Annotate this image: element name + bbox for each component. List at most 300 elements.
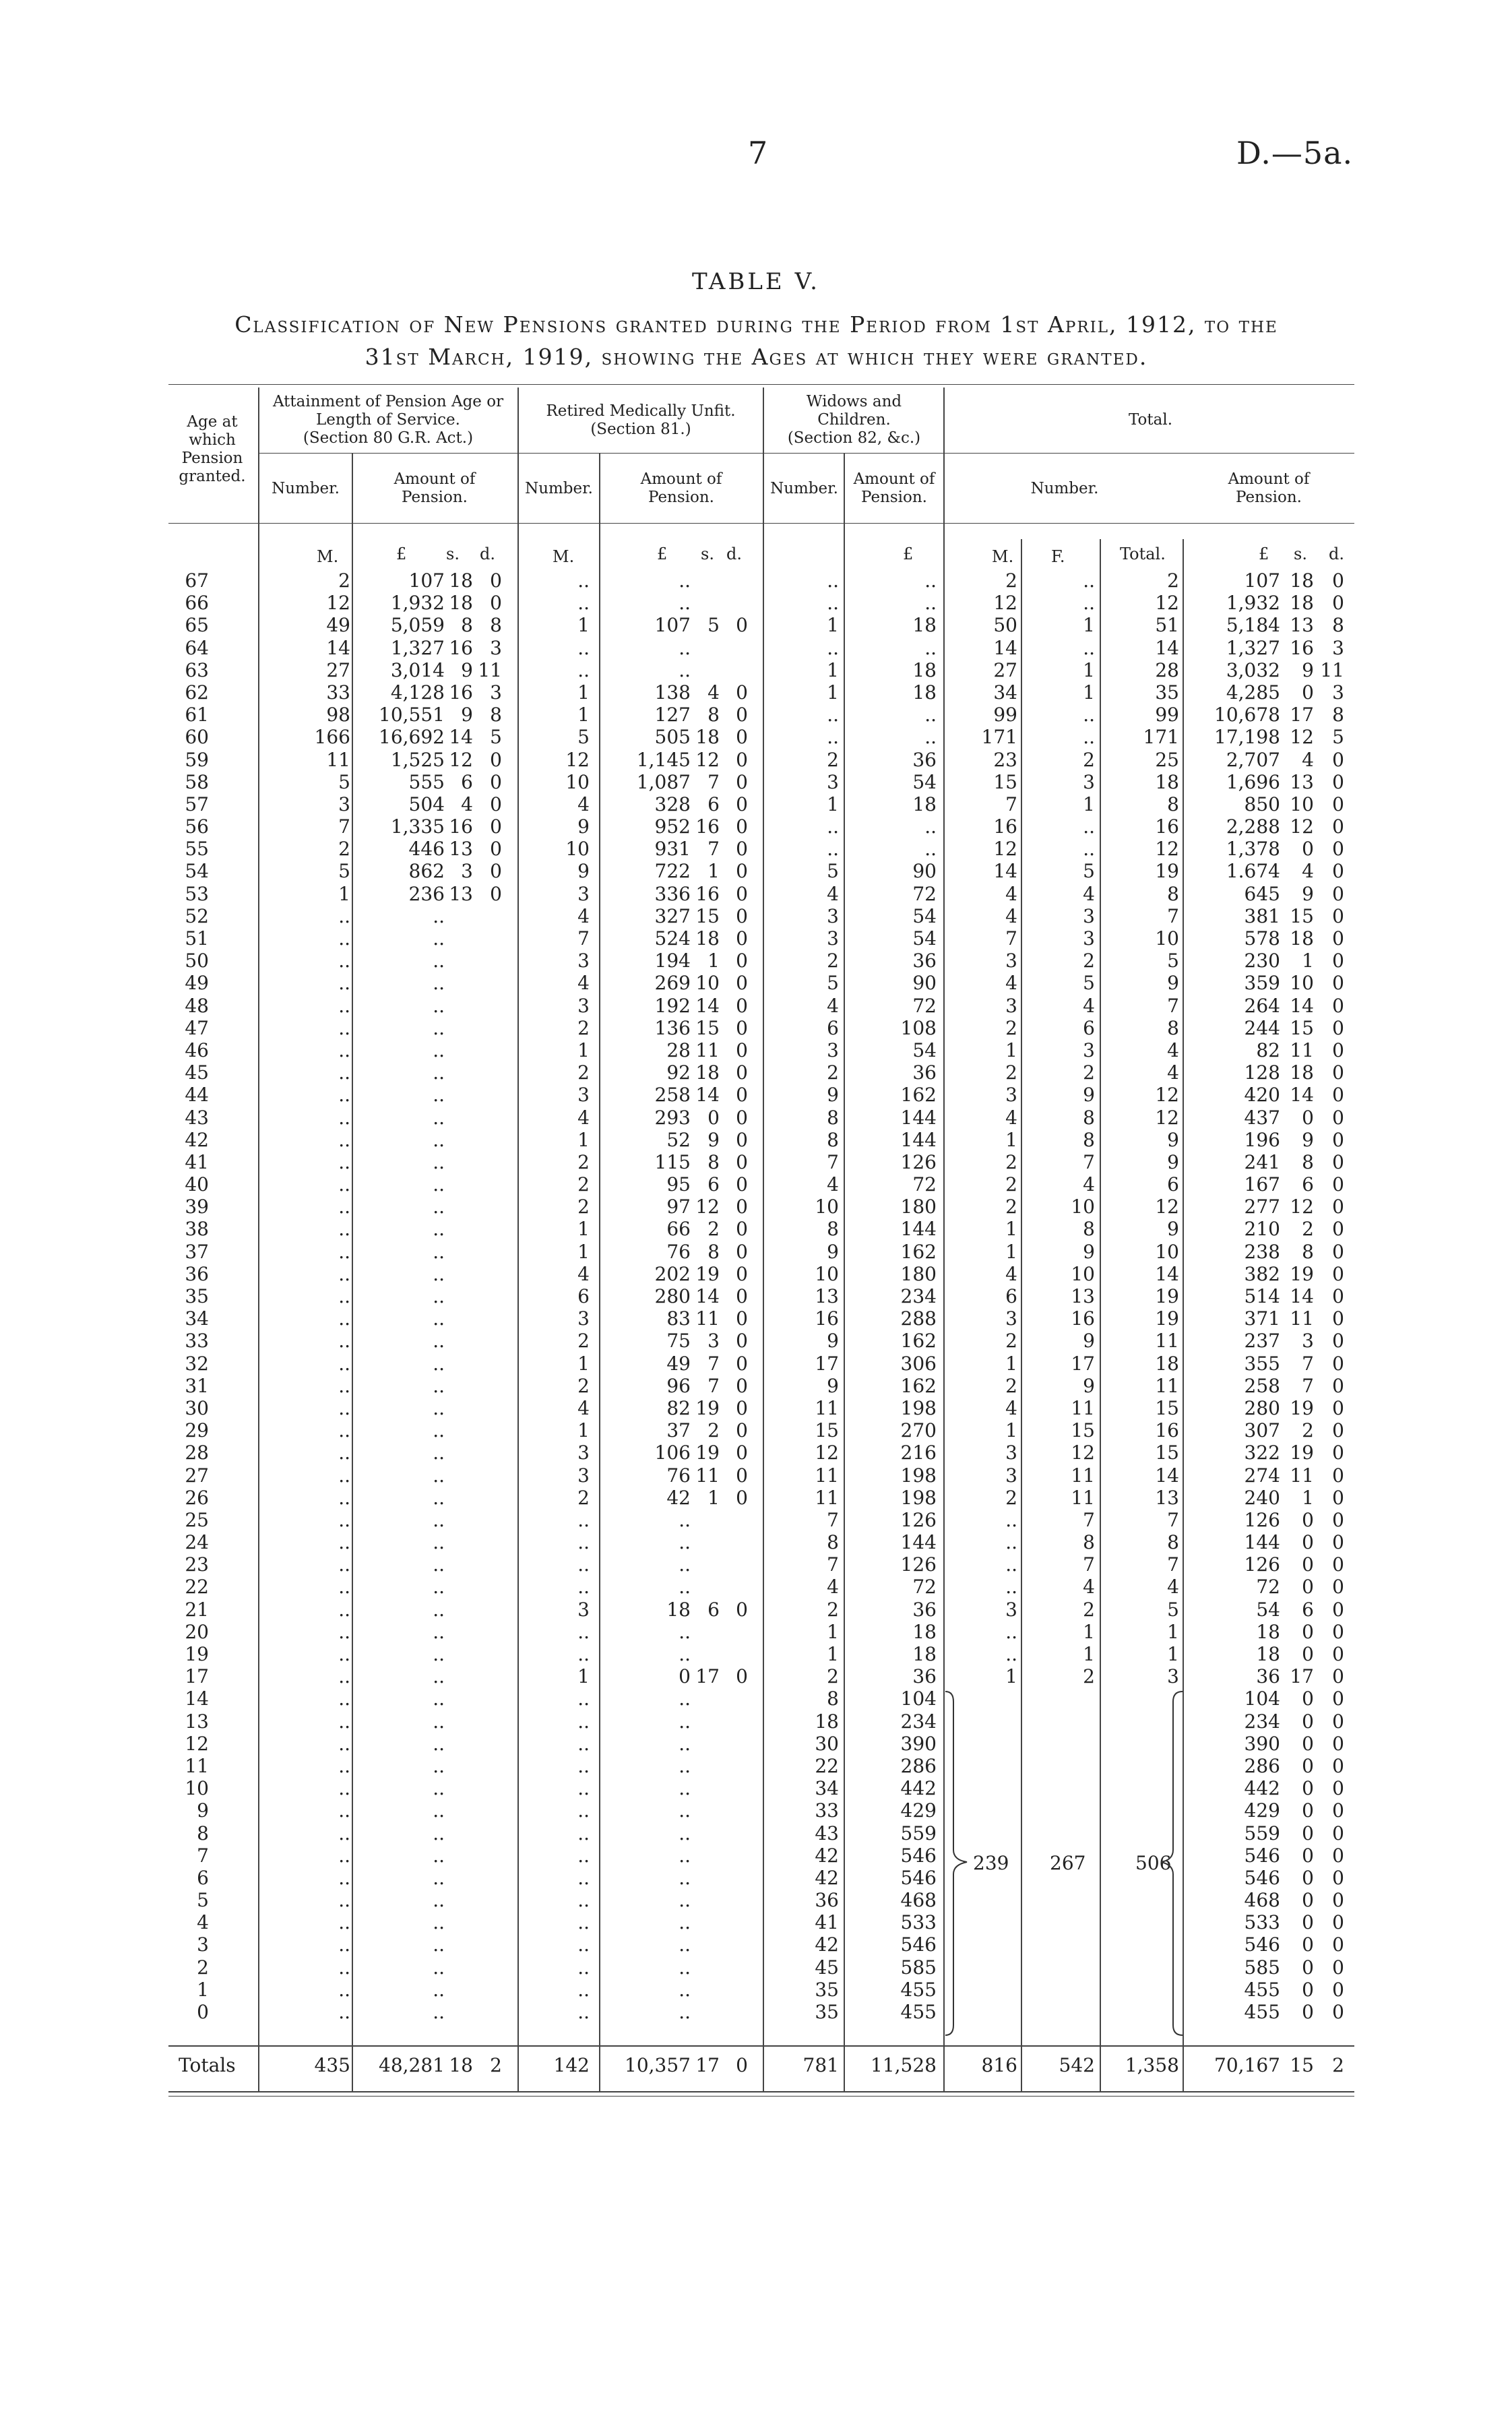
totals-attainment-shillings: 18 xyxy=(449,2054,473,2076)
widows-number: 4 xyxy=(827,882,839,905)
age-cell: 53 xyxy=(185,882,209,905)
total-shillings: 15 xyxy=(1290,1016,1314,1039)
attainment-pounds: .. xyxy=(433,1285,445,1307)
attainment-pounds: .. xyxy=(433,1061,445,1084)
total-m: 16 xyxy=(993,815,1017,838)
total-f: 9 xyxy=(1083,1330,1095,1353)
total-pounds: 546 xyxy=(1244,1933,1280,1956)
widows-number: .. xyxy=(827,838,839,861)
total-pence: 0 xyxy=(1332,748,1344,771)
retired-pounds: 75 xyxy=(666,1330,691,1353)
total-m: 1 xyxy=(1005,1218,1017,1241)
total-shillings: 0 xyxy=(1302,1844,1314,1867)
total-shillings: 18 xyxy=(1290,569,1314,592)
attainment-number: .. xyxy=(338,1866,350,1889)
total-pounds: 455 xyxy=(1244,2001,1280,2023)
total-m: 4 xyxy=(1005,904,1017,927)
attainment-number: .. xyxy=(338,1777,350,1800)
widows-amount: 546 xyxy=(900,1933,937,1956)
total-f: 11 xyxy=(1071,1486,1095,1509)
retired-shillings: 2 xyxy=(707,1419,720,1442)
retired-number: 3 xyxy=(577,950,590,972)
totals-retired-shillings: 17 xyxy=(695,2054,720,2076)
total-total: 1 xyxy=(1167,1643,1179,1665)
retired-shillings: 10 xyxy=(695,972,720,995)
total-m: .. xyxy=(1005,1620,1017,1643)
age-cell: 5 xyxy=(197,1889,209,1912)
retired-number: .. xyxy=(577,1978,590,2001)
attainment-shillings: 16 xyxy=(449,815,473,838)
retired-pence: 0 xyxy=(736,1240,748,1263)
table-row xyxy=(168,1397,1354,1419)
total-shillings: 9 xyxy=(1302,658,1314,681)
table-row xyxy=(168,950,1354,972)
widows-amount: 442 xyxy=(900,1777,937,1800)
total-pence: 0 xyxy=(1332,793,1344,815)
widows-number: .. xyxy=(827,592,839,615)
attainment-pounds: 5,059 xyxy=(390,614,445,637)
attainment-number: .. xyxy=(338,1084,350,1107)
retired-pence: 0 xyxy=(736,1150,748,1173)
total-shillings: 1 xyxy=(1302,1486,1314,1509)
total-m: .. xyxy=(1005,1531,1017,1554)
attainment-number: .. xyxy=(338,1061,350,1084)
retired-number: .. xyxy=(577,1822,590,1844)
attainment-number: .. xyxy=(338,1710,350,1733)
retired-shillings: 6 xyxy=(707,1598,720,1621)
totals-label: Totals xyxy=(179,2054,236,2076)
retired-pence: 0 xyxy=(736,972,748,995)
total-pence: 0 xyxy=(1332,1396,1344,1419)
total-shillings: 1 xyxy=(1302,950,1314,972)
table-row xyxy=(168,1375,1354,1397)
age-cell: 46 xyxy=(185,1038,209,1061)
total-total: 5 xyxy=(1167,1598,1179,1621)
retired-number: .. xyxy=(577,1531,590,1554)
total-m: 2 xyxy=(1005,569,1017,592)
attainment-pounds: .. xyxy=(433,1173,445,1196)
retired-number: 3 xyxy=(577,1441,590,1464)
total-shillings: 18 xyxy=(1290,592,1314,615)
total-shillings: 6 xyxy=(1302,1598,1314,1621)
total-pence: 0 xyxy=(1332,1665,1344,1688)
attainment-number: .. xyxy=(338,1486,350,1509)
total-pence: 0 xyxy=(1332,1330,1344,1353)
widows-amount: 90 xyxy=(912,972,937,995)
total-m: 171 xyxy=(981,726,1017,749)
totals-attainment-pounds: 48,281 xyxy=(379,2054,445,2076)
total-total: 9 xyxy=(1167,1128,1179,1151)
total-m: 3 xyxy=(1005,1084,1017,1107)
retired-shillings: 11 xyxy=(695,1464,720,1487)
attainment-number: .. xyxy=(338,1889,350,1912)
table-top-rule xyxy=(168,384,1354,385)
total-pounds: 5,184 xyxy=(1226,614,1280,637)
header-attainment-amount xyxy=(354,470,515,507)
total-total: 2 xyxy=(1167,569,1179,592)
total-pence: 0 xyxy=(1332,1799,1344,1822)
total-total: 4 xyxy=(1167,1576,1179,1599)
total-shillings: 15 xyxy=(1290,904,1314,927)
total-total: 8 xyxy=(1167,793,1179,815)
table-subtitle xyxy=(158,309,1354,373)
attainment-pounds: 236 xyxy=(408,882,445,905)
total-total: 6 xyxy=(1167,1173,1179,1196)
age-cell: 29 xyxy=(185,1419,209,1442)
attainment-number: 98 xyxy=(326,704,350,726)
total-m: 3 xyxy=(1005,1441,1017,1464)
table-row xyxy=(168,1263,1354,1285)
unit-m: M. xyxy=(992,547,1014,566)
total-pounds: 167 xyxy=(1244,1173,1280,1196)
retired-pence: 0 xyxy=(736,860,748,883)
total-m: 4 xyxy=(1005,882,1017,905)
retired-pounds: 96 xyxy=(666,1374,691,1397)
retired-pence: 0 xyxy=(736,1307,748,1330)
total-f: 2 xyxy=(1083,1665,1095,1688)
age-cell: 1 xyxy=(197,1978,209,2001)
bracket-total: 506 xyxy=(1135,1852,1172,1874)
table-row xyxy=(168,1599,1354,1621)
total-f: 2 xyxy=(1083,950,1095,972)
widows-number: 13 xyxy=(815,1285,839,1307)
total-shillings: 0 xyxy=(1302,1889,1314,1912)
age-cell: 11 xyxy=(185,1754,209,1777)
age-cell: 67 xyxy=(185,569,209,592)
total-shillings: 0 xyxy=(1302,1754,1314,1777)
age-cell: 60 xyxy=(185,726,209,749)
attainment-pounds: .. xyxy=(433,1889,445,1912)
retired-number: .. xyxy=(577,1553,590,1576)
table-row xyxy=(168,704,1354,726)
header-amount-line: Amount of xyxy=(853,470,935,488)
attainment-pounds: .. xyxy=(433,1038,445,1061)
retired-pence: 0 xyxy=(736,904,748,927)
total-f: 3 xyxy=(1083,770,1095,793)
table-row xyxy=(168,1151,1354,1173)
total-shillings: 0 xyxy=(1302,1508,1314,1531)
table-row xyxy=(168,1039,1354,1061)
attainment-pence: 0 xyxy=(490,793,502,815)
widows-amount: 108 xyxy=(900,1016,937,1039)
retired-pounds: 328 xyxy=(654,793,691,815)
attainment-number: .. xyxy=(338,1643,350,1665)
total-pounds: 144 xyxy=(1244,1531,1280,1554)
retired-shillings: 4 xyxy=(707,681,720,704)
widows-amount: .. xyxy=(924,569,937,592)
age-cell: 42 xyxy=(185,1128,209,1151)
age-cell: 30 xyxy=(185,1396,209,1419)
retired-number: 2 xyxy=(577,1330,590,1353)
total-total: 12 xyxy=(1155,1196,1179,1218)
attainment-pounds: .. xyxy=(433,2001,445,2023)
attainment-number: .. xyxy=(338,1285,350,1307)
header-widows-line: (Section 82, &c.) xyxy=(787,429,921,447)
total-pounds: 1,696 xyxy=(1226,770,1280,793)
total-pence: 0 xyxy=(1332,1150,1344,1173)
retired-number: .. xyxy=(577,1889,590,1912)
widows-amount: 390 xyxy=(900,1732,937,1755)
widows-amount: 198 xyxy=(900,1486,937,1509)
total-total: 18 xyxy=(1155,1352,1179,1375)
retired-pounds: .. xyxy=(679,1576,691,1599)
retired-pence: 0 xyxy=(736,950,748,972)
total-pence: 0 xyxy=(1332,1889,1344,1912)
table-row xyxy=(168,1643,1354,1665)
widows-number: 35 xyxy=(815,1978,839,2001)
widows-number: 45 xyxy=(815,1956,839,1979)
header-age-line: Age at xyxy=(187,413,238,431)
widows-amount: 54 xyxy=(912,1038,937,1061)
attainment-shillings: 9 xyxy=(461,658,473,681)
widows-amount: 36 xyxy=(912,1598,937,1621)
attainment-number: .. xyxy=(338,1553,350,1576)
retired-pence: 0 xyxy=(736,994,748,1017)
total-shillings: 14 xyxy=(1290,1084,1314,1107)
attainment-pounds: 446 xyxy=(408,838,445,861)
retired-number: .. xyxy=(577,1620,590,1643)
widows-number: 4 xyxy=(827,994,839,1017)
retired-number: 4 xyxy=(577,972,590,995)
total-f: 8 xyxy=(1083,1106,1095,1129)
unit-s: s. xyxy=(446,545,460,563)
attainment-number: .. xyxy=(338,1754,350,1777)
table-row xyxy=(168,1353,1354,1375)
total-pence: 0 xyxy=(1332,1911,1344,1934)
total-total: 19 xyxy=(1155,1285,1179,1307)
table-row xyxy=(168,1464,1354,1487)
widows-amount: 162 xyxy=(900,1330,937,1353)
age-cell: 25 xyxy=(185,1508,209,1531)
total-shillings: 19 xyxy=(1290,1441,1314,1464)
widows-amount: 72 xyxy=(912,882,937,905)
retired-number: 9 xyxy=(577,860,590,883)
widows-amount: 36 xyxy=(912,748,937,771)
attainment-number: .. xyxy=(338,1799,350,1822)
widows-amount: 18 xyxy=(912,1643,937,1665)
age-cell: 2 xyxy=(197,1956,209,1979)
age-cell: 45 xyxy=(185,1061,209,1084)
retired-number: 2 xyxy=(577,1061,590,1084)
total-pounds: 578 xyxy=(1244,927,1280,950)
retired-pounds: .. xyxy=(679,1531,691,1554)
total-m: 2 xyxy=(1005,1486,1017,1509)
bracket-marks xyxy=(940,1688,1183,2039)
total-pounds: 322 xyxy=(1244,1441,1280,1464)
attainment-pounds: .. xyxy=(433,1844,445,1867)
total-pounds: 126 xyxy=(1244,1508,1280,1531)
widows-number: 18 xyxy=(815,1710,839,1733)
total-pounds: 546 xyxy=(1244,1866,1280,1889)
attainment-number: 27 xyxy=(326,658,350,681)
retired-pence: 0 xyxy=(736,704,748,726)
retired-number: 4 xyxy=(577,1262,590,1285)
total-pence: 0 xyxy=(1332,1352,1344,1375)
retired-pounds: .. xyxy=(679,1866,691,1889)
widows-amount: 162 xyxy=(900,1240,937,1263)
total-pence: 0 xyxy=(1332,569,1344,592)
widows-amount: .. xyxy=(924,592,937,615)
attainment-pence: 3 xyxy=(490,636,502,659)
total-shillings: 0 xyxy=(1302,1553,1314,1576)
attainment-shillings: 13 xyxy=(449,838,473,861)
attainment-shillings: 16 xyxy=(449,636,473,659)
total-pounds: 3,032 xyxy=(1226,658,1280,681)
total-m: 34 xyxy=(993,681,1017,704)
widows-number: 9 xyxy=(827,1084,839,1107)
total-pence: 0 xyxy=(1332,592,1344,615)
age-cell: 28 xyxy=(185,1441,209,1464)
attainment-pounds: .. xyxy=(433,1822,445,1844)
total-f: 15 xyxy=(1071,1419,1095,1442)
retired-pounds: 115 xyxy=(654,1150,691,1173)
attainment-pounds: .. xyxy=(433,1598,445,1621)
retired-number: 1 xyxy=(577,614,590,637)
total-shillings: 10 xyxy=(1290,972,1314,995)
total-m: 15 xyxy=(993,770,1017,793)
total-total: 9 xyxy=(1167,1150,1179,1173)
total-total: 99 xyxy=(1155,704,1179,726)
total-pence: 0 xyxy=(1332,1061,1344,1084)
total-m: 7 xyxy=(1005,793,1017,815)
total-shillings: 0 xyxy=(1302,838,1314,861)
total-f: 3 xyxy=(1083,1038,1095,1061)
retired-shillings: 12 xyxy=(695,748,720,771)
total-f: 4 xyxy=(1083,1576,1095,1599)
widows-amount: 18 xyxy=(912,681,937,704)
retired-pounds: .. xyxy=(679,1799,691,1822)
totals-f: 542 xyxy=(1059,2054,1095,2076)
total-shillings: 17 xyxy=(1290,704,1314,726)
retired-shillings: 7 xyxy=(707,1374,720,1397)
widows-number: 43 xyxy=(815,1822,839,1844)
widows-number: 7 xyxy=(827,1150,839,1173)
total-m: 2 xyxy=(1005,1061,1017,1084)
total-pence: 11 xyxy=(1320,658,1344,681)
widows-amount: 54 xyxy=(912,927,937,950)
unit-m: M. xyxy=(553,547,575,566)
retired-shillings: 7 xyxy=(707,770,720,793)
table-row xyxy=(168,1531,1354,1553)
attainment-number: 12 xyxy=(326,592,350,615)
retired-pounds: 280 xyxy=(654,1285,691,1307)
bracket-f: 267 xyxy=(1050,1852,1086,1874)
retired-pounds: 18 xyxy=(666,1598,691,1621)
age-cell: 43 xyxy=(185,1106,209,1129)
retired-pounds: 106 xyxy=(654,1441,691,1464)
subtitle-line-1: Classification of New Pensions granted during the Period from 1st April, 1912, to the xyxy=(234,311,1278,338)
retired-shillings: 11 xyxy=(695,1038,720,1061)
header-amount-line: Pension. xyxy=(402,489,468,506)
attainment-pence: 0 xyxy=(490,815,502,838)
attainment-number: .. xyxy=(338,1732,350,1755)
attainment-pounds: .. xyxy=(433,1396,445,1419)
attainment-number: .. xyxy=(338,1262,350,1285)
total-f: 13 xyxy=(1071,1285,1095,1307)
total-shillings: 11 xyxy=(1290,1464,1314,1487)
total-f: 7 xyxy=(1083,1150,1095,1173)
total-pence: 0 xyxy=(1332,1620,1344,1643)
total-pence: 0 xyxy=(1332,1374,1344,1397)
attainment-pounds: .. xyxy=(433,1240,445,1263)
total-shillings: 11 xyxy=(1290,1038,1314,1061)
retired-pence: 0 xyxy=(736,815,748,838)
total-pounds: 850 xyxy=(1244,793,1280,815)
retired-number: 3 xyxy=(577,994,590,1017)
widows-amount: 72 xyxy=(912,994,937,1017)
total-shillings: 14 xyxy=(1290,1285,1314,1307)
total-pounds: 36 xyxy=(1256,1665,1280,1688)
total-total: 12 xyxy=(1155,1084,1179,1107)
total-shillings: 0 xyxy=(1302,1956,1314,1979)
table-row xyxy=(168,838,1354,860)
total-shillings: 7 xyxy=(1302,1352,1314,1375)
retired-shillings: 14 xyxy=(695,1285,720,1307)
age-cell: 33 xyxy=(185,1330,209,1353)
bracket-m: 239 xyxy=(973,1852,1009,1874)
age-cell: 31 xyxy=(185,1374,209,1397)
total-pence: 0 xyxy=(1332,1285,1344,1307)
widows-number: 7 xyxy=(827,1508,839,1531)
attainment-pence: 3 xyxy=(490,681,502,704)
total-total: 19 xyxy=(1155,1307,1179,1330)
total-f: 7 xyxy=(1083,1553,1095,1576)
totals-widows-number: 781 xyxy=(802,2054,839,2076)
retired-pounds: .. xyxy=(679,1643,691,1665)
widows-number: 3 xyxy=(827,927,839,950)
header-retired-line: Retired Medically Unfit. xyxy=(546,402,736,420)
attainment-shillings: 8 xyxy=(461,614,473,637)
header-age xyxy=(168,413,256,486)
attainment-pounds: .. xyxy=(433,1441,445,1464)
retired-pounds: 505 xyxy=(654,726,691,749)
attainment-pounds: .. xyxy=(433,1084,445,1107)
total-m: 50 xyxy=(993,614,1017,637)
retired-number: .. xyxy=(577,2001,590,2023)
retired-shillings: 8 xyxy=(707,1150,720,1173)
total-total: 19 xyxy=(1155,860,1179,883)
total-shillings: 0 xyxy=(1302,1106,1314,1129)
attainment-number: 3 xyxy=(338,793,350,815)
total-shillings: 0 xyxy=(1302,1687,1314,1710)
retired-pence: 0 xyxy=(736,1419,748,1442)
widows-number: 8 xyxy=(827,1531,839,1554)
subtitle-line-2: 31st March, 1919, showing the Ages at which they were granted. xyxy=(365,344,1148,370)
total-shillings: 0 xyxy=(1302,1866,1314,1889)
widows-amount: 585 xyxy=(900,1956,937,1979)
total-m: 3 xyxy=(1005,994,1017,1017)
attainment-number: .. xyxy=(338,1419,350,1442)
widows-number: 5 xyxy=(827,860,839,883)
total-total: 4 xyxy=(1167,1061,1179,1084)
total-f: 6 xyxy=(1083,1016,1095,1039)
retired-pounds: 42 xyxy=(666,1486,691,1509)
retired-pounds: 722 xyxy=(654,860,691,883)
table-row xyxy=(168,1576,1354,1598)
total-total: 10 xyxy=(1155,1240,1179,1263)
total-total: 7 xyxy=(1167,904,1179,927)
total-pence: 0 xyxy=(1332,1643,1344,1665)
retired-number: .. xyxy=(577,1576,590,1599)
totals-shillings: 15 xyxy=(1290,2054,1314,2076)
total-pence: 0 xyxy=(1332,927,1344,950)
total-m: 14 xyxy=(993,860,1017,883)
attainment-pounds: .. xyxy=(433,1710,445,1733)
total-shillings: 0 xyxy=(1302,1620,1314,1643)
retired-pounds: .. xyxy=(679,1754,691,1777)
table-row xyxy=(168,1241,1354,1263)
header-attainment-number: Number. xyxy=(272,480,340,497)
